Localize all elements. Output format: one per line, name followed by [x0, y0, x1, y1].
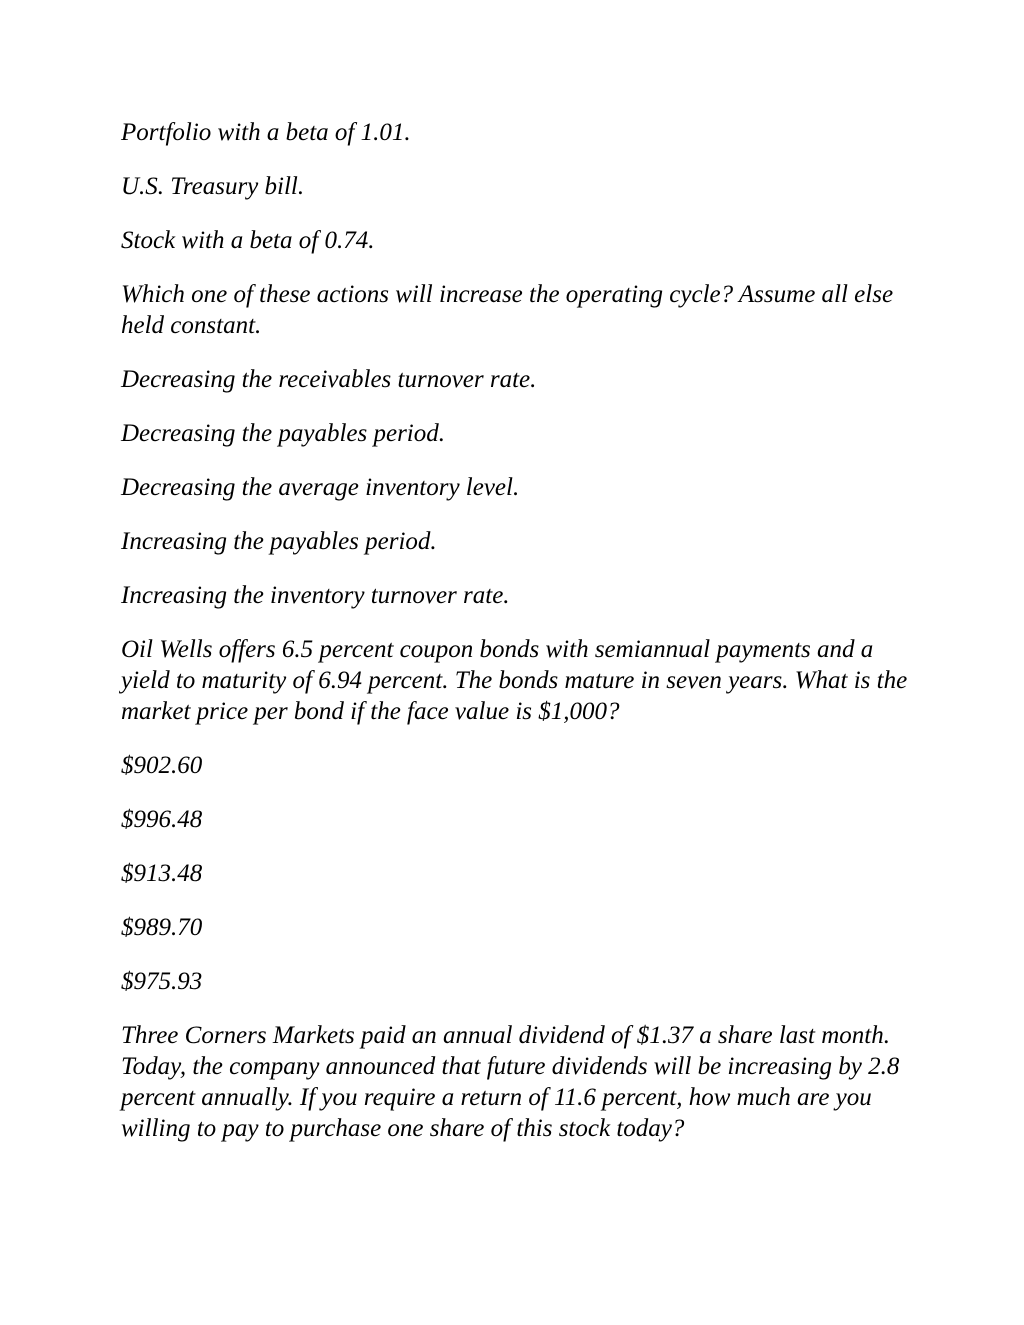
answer-option-inventory-level: Decreasing the average inventory level.	[121, 474, 520, 501]
answer-option-portfolio-beta: Portfolio with a beta of 1.01.	[121, 119, 411, 146]
question-dividend-stock: Three Corners Markets paid an annual dividend of $1.37 a share last month. Today, the company announced that future dividends will be increasing by 2.8 percent annually. If you require a return of 11.6 percent, how much are you willing to pay to purchase one share of this stock today?	[121, 1022, 900, 1142]
answer-option-decrease-payables: Decreasing the payables period.	[121, 420, 445, 447]
answer-option-increase-payables: Increasing the payables period.	[121, 528, 437, 555]
answer-option-996: $996.48	[121, 806, 203, 833]
document-page	[121, 117, 911, 1167]
answer-option-913: $913.48	[121, 860, 203, 887]
answer-option-inventory-turnover: Increasing the inventory turnover rate.	[121, 582, 510, 609]
question-bond-price: Oil Wells offers 6.5 percent coupon bonds with semiannual payments and a yield to maturity of 6.94 percent. The bonds mature in seven years. What is the market price per bond if the face value is $1,000?	[121, 636, 908, 725]
answer-option-989: $989.70	[121, 914, 203, 941]
answer-option-902: $902.60	[121, 752, 203, 779]
answer-option-treasury-bill: U.S. Treasury bill.	[121, 173, 305, 200]
answer-option-stock-beta: Stock with a beta of 0.74.	[121, 227, 375, 254]
question-operating-cycle: Which one of these actions will increase the operating cycle? Assume all else held constant.	[121, 281, 894, 339]
answer-option-975: $975.93	[121, 968, 203, 995]
answer-option-receivables: Decreasing the receivables turnover rate.	[121, 366, 537, 393]
